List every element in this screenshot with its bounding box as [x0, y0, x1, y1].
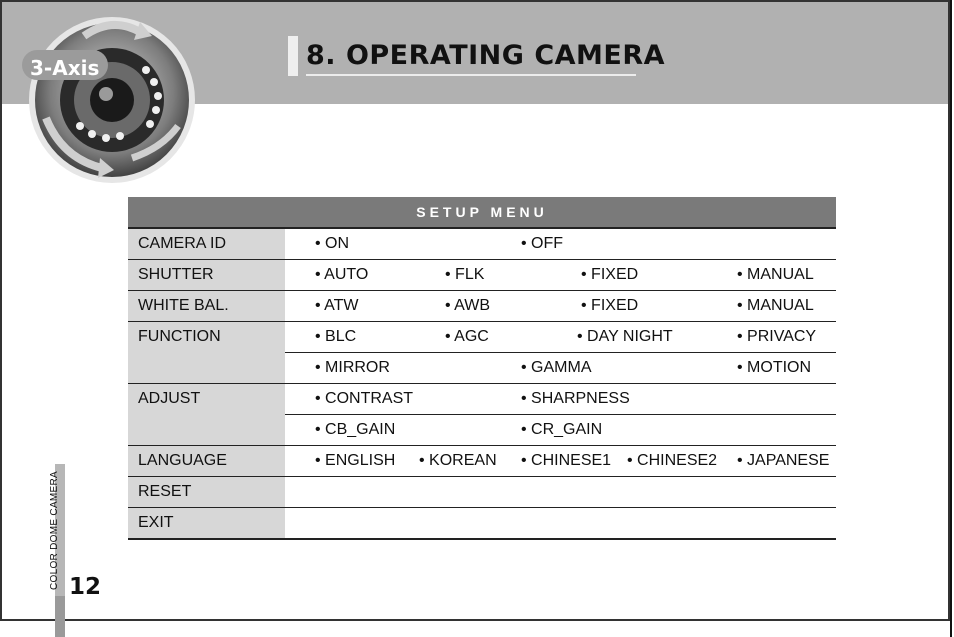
menu-row-reset: [128, 477, 836, 508]
option-item: • FIXED: [581, 266, 639, 283]
option-item: • FLK: [445, 266, 485, 283]
option-item: • AWB: [445, 297, 491, 314]
row-options: [285, 446, 836, 477]
option-item: • ON: [315, 235, 350, 252]
row-label: LANGUAGE: [128, 446, 285, 477]
page-title: 8. OPERATING CAMERA: [306, 40, 666, 71]
menu-row-white-bal: [128, 291, 836, 322]
option-item: • DAY NIGHT: [577, 328, 673, 345]
option-item: • AGC: [445, 328, 489, 345]
side-bar-lower: [55, 596, 65, 637]
row-label: SHUTTER: [128, 260, 285, 291]
menu-row-language: [128, 446, 836, 477]
title-accent-bar: [288, 36, 298, 76]
option-item: • MANUAL: [737, 297, 814, 314]
menu-row-shutter: [128, 260, 836, 291]
camera-dome-logo: [22, 8, 200, 188]
menu-row-function-2: [128, 353, 836, 384]
option-item: • BLC: [315, 328, 357, 345]
option-item: • MANUAL: [737, 266, 814, 283]
title-underline: [306, 74, 636, 76]
menu-row-adjust: [128, 384, 836, 415]
row-label: [128, 353, 285, 384]
row-options: [285, 260, 836, 291]
option-item: • CONTRAST: [315, 390, 414, 407]
row-label: EXIT: [128, 508, 285, 540]
row-label: ADJUST: [128, 384, 285, 415]
option-item: • ENGLISH: [315, 452, 396, 469]
menu-header-row: [128, 197, 836, 228]
setup-menu-table: [128, 197, 836, 540]
row-options: [285, 477, 836, 508]
row-options: [285, 353, 836, 384]
menu-row-function: [128, 322, 836, 353]
row-label: WHITE BAL.: [128, 291, 285, 322]
option-item: • OFF: [521, 235, 564, 252]
row-options: [285, 228, 836, 260]
menu-title: SETUP MENU: [128, 197, 836, 228]
option-item: • CHINESE2: [627, 452, 718, 469]
option-item: • CB_GAIN: [315, 421, 396, 438]
option-item: • MIRROR: [315, 359, 390, 376]
row-options: [285, 384, 836, 415]
menu-row-adjust-2: [128, 415, 836, 446]
option-item: • AUTO: [315, 266, 369, 283]
option-item: • SHARPNESS: [521, 390, 630, 407]
option-item: • GAMMA: [521, 359, 592, 376]
row-label: RESET: [128, 477, 285, 508]
row-label: CAMERA ID: [128, 228, 285, 260]
camera-dome-icon: [22, 8, 200, 188]
row-options: [285, 291, 836, 322]
right-rule: [950, 0, 952, 637]
side-product-label: COLOR DOME CAMERA: [49, 470, 60, 590]
page-number: 12: [69, 574, 102, 600]
setup-menu-table-wrap: [128, 197, 836, 540]
row-label: FUNCTION: [128, 322, 285, 353]
row-options: [285, 508, 836, 540]
option-item: • CHINESE1: [521, 452, 612, 469]
option-item: • FIXED: [581, 297, 639, 314]
option-item: • KOREAN: [419, 452, 497, 469]
menu-row-camera-id: [128, 228, 836, 260]
row-options: [285, 322, 836, 353]
option-item: • MOTION: [737, 359, 812, 376]
logo-label: 3-Axis: [30, 56, 100, 80]
menu-row-exit: [128, 508, 836, 540]
option-item: • JAPANESE: [737, 452, 830, 469]
option-item: • CR_GAIN: [521, 421, 603, 438]
option-item: • PRIVACY: [737, 328, 817, 345]
row-label: [128, 415, 285, 446]
option-item: • ATW: [315, 297, 359, 314]
row-options: [285, 415, 836, 446]
